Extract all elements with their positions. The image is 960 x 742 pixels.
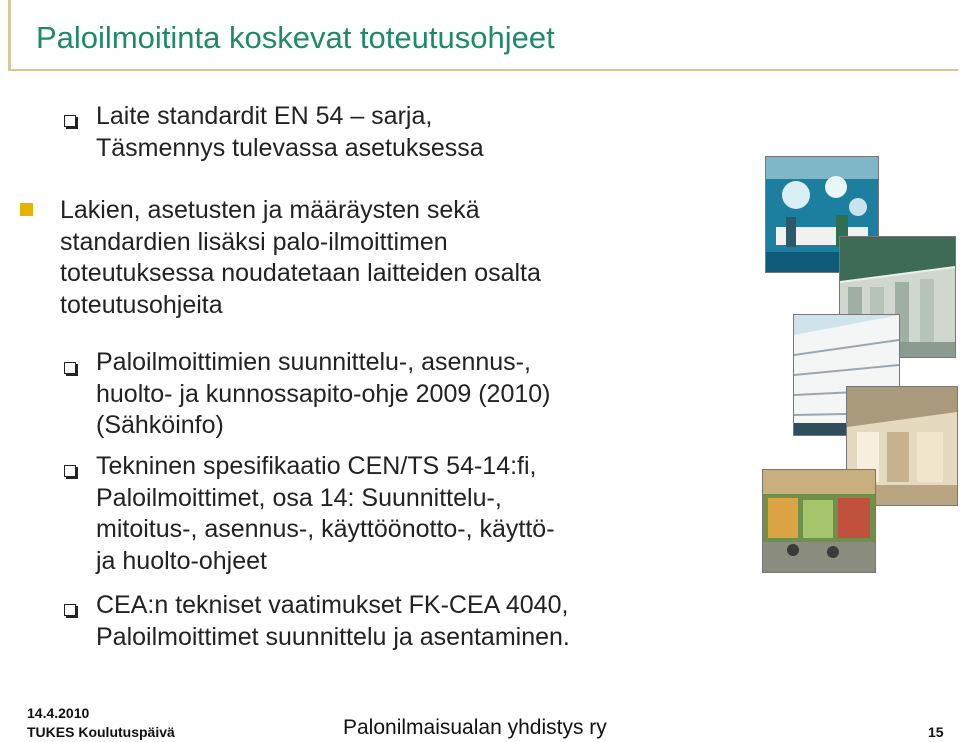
square-bullet-icon xyxy=(20,203,33,216)
title-rule-horizontal xyxy=(8,69,958,71)
page-title: Paloilmoitinta koskevat toteutusohjeet xyxy=(36,20,555,55)
footer-event: TUKES Koulutuspäivä xyxy=(27,724,175,740)
checkbox-bullet-icon xyxy=(64,604,76,616)
bullet-item-2: Lakien, asetusten ja määräysten sekä standardien lisäksi palo-ilmoittimen toteutuksessa noudatetaan laitteiden osalta toteutusohjeita xyxy=(60,196,541,319)
bullet-item-4: Tekninen spesifikaatio CEN/TS 54-14:fi, Paloilmoittimet, osa 14: Suunnittelu-, mitoitus-, asennus-, käyttöönotto-, käyttö- ja huolto-ohjeet xyxy=(96,452,555,575)
photo-collage xyxy=(762,156,956,571)
supermarket-photo xyxy=(762,469,876,573)
page-number: 15 xyxy=(928,724,944,740)
title-bar xyxy=(8,0,958,70)
title-rule-vertical xyxy=(8,0,11,70)
bullet-item-5: CEA:n tekniset vaatimukset FK-CEA 4040, Paloilmoittimet suunnittelu ja asentaminen. xyxy=(96,591,570,651)
footer-organization: Palonilmaisualan yhdistys ry xyxy=(343,716,607,739)
bullet-item-1: Laite standardit EN 54 – sarja, Täsmennys tulevassa asetuksessa xyxy=(96,102,484,162)
checkbox-bullet-icon xyxy=(64,362,76,374)
bullet-item-3: Paloilmoittimien suunnittelu-, asennus-, huolto- ja kunnossapito-ohje 2009 (2010) (Sähköinfo) xyxy=(96,348,551,439)
checkbox-bullet-icon xyxy=(64,115,76,127)
footer-date: 14.4.2010 xyxy=(27,705,90,721)
checkbox-bullet-icon xyxy=(64,465,76,477)
